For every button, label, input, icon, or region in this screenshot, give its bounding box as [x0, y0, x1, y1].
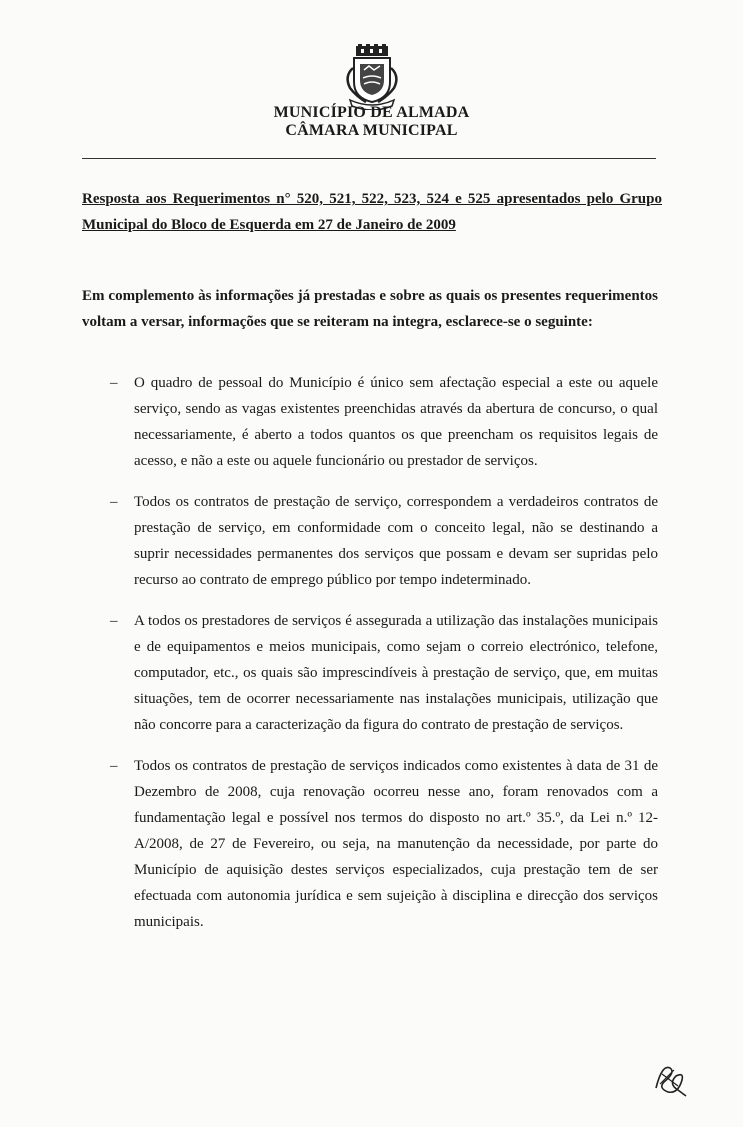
- list-item-text: Todos os contratos de prestação de serviço, correspondem a verdadeiros contratos de prestação de serviço, em conformidade com o conceito legal, não se destinando a suprir necessidades permanentes dos serviços que possam e devam ser supridas pelo recurso ao contrato de emprego público por tempo indeterminado.: [134, 494, 658, 588]
- list-item-text: A todos os prestadores de serviços é assegurada a utilização das instalações municipais e de equipamentos e meios municipais, como sejam o correio electrónico, telefone, computador, etc., os quais são imprescindíveis à prestação de serviço, que, em muitas situações, tem de ocorrer necessariamente nas instalações municipais, utilização que não concorre para a caracterização da figura do contrato de prestação de serviços.: [134, 613, 658, 733]
- document-subject: Resposta aos Requerimentos n° 520, 521, 522, 523, 524 e 525 apresentados pelo Grupo Municipal do Bloco de Esquerda em 27 de Janeiro de 2009: [82, 191, 662, 233]
- signature-icon: [648, 1058, 690, 1100]
- list-item: [82, 608, 658, 738]
- list-item: [82, 489, 658, 593]
- bullet-dash: –: [110, 613, 118, 629]
- municipality-name: MUNICÍPIO DE ALMADA: [273, 104, 470, 121]
- list-item-text: Todos os contratos de prestação de serviços indicados como existentes à data de 31 de Dezembro de 2008, cuja renovação ocorreu nesse ano, foram renovados com a fundamentação legal e possível nos termos do disposto no art.º 35.º, da Lei n.º 12-A/2008, de 27 de Fevereiro, ou seja, na manutenção da necessidade, por parte do Município de aquisição destes serviços especializados, cuja prestação tem de ser efectuada com autonomia jurídica e sem sujeição à disciplina e direcção dos serviços municipais.: [134, 758, 658, 930]
- bullet-dash: –: [110, 758, 118, 774]
- header-divider: [82, 158, 656, 159]
- list-item: [82, 370, 658, 474]
- council-name: CÂMARA MUNICIPAL: [285, 122, 458, 139]
- list-item-text: O quadro de pessoal do Município é único sem afectação especial a este ou aquele serviço, sendo as vagas existentes preenchidas através da abertura de concurso, o qual necessariamente, é aberto a todos quantos os que preencham os requisitos legais de acesso, e não a este ou aquele funcionário ou prestador de serviços.: [134, 375, 658, 469]
- intro-paragraph: Em complemento às informações já prestadas e sobre as quais os presentes requerimentos voltam a versar, informações que se reiteram na integra, esclarece-se o seguinte:: [82, 288, 658, 330]
- bullet-dash: –: [110, 494, 118, 510]
- response-list: [82, 370, 658, 950]
- bullet-dash: –: [110, 375, 118, 391]
- list-item: [82, 753, 658, 935]
- coat-of-arms-icon: [336, 44, 408, 110]
